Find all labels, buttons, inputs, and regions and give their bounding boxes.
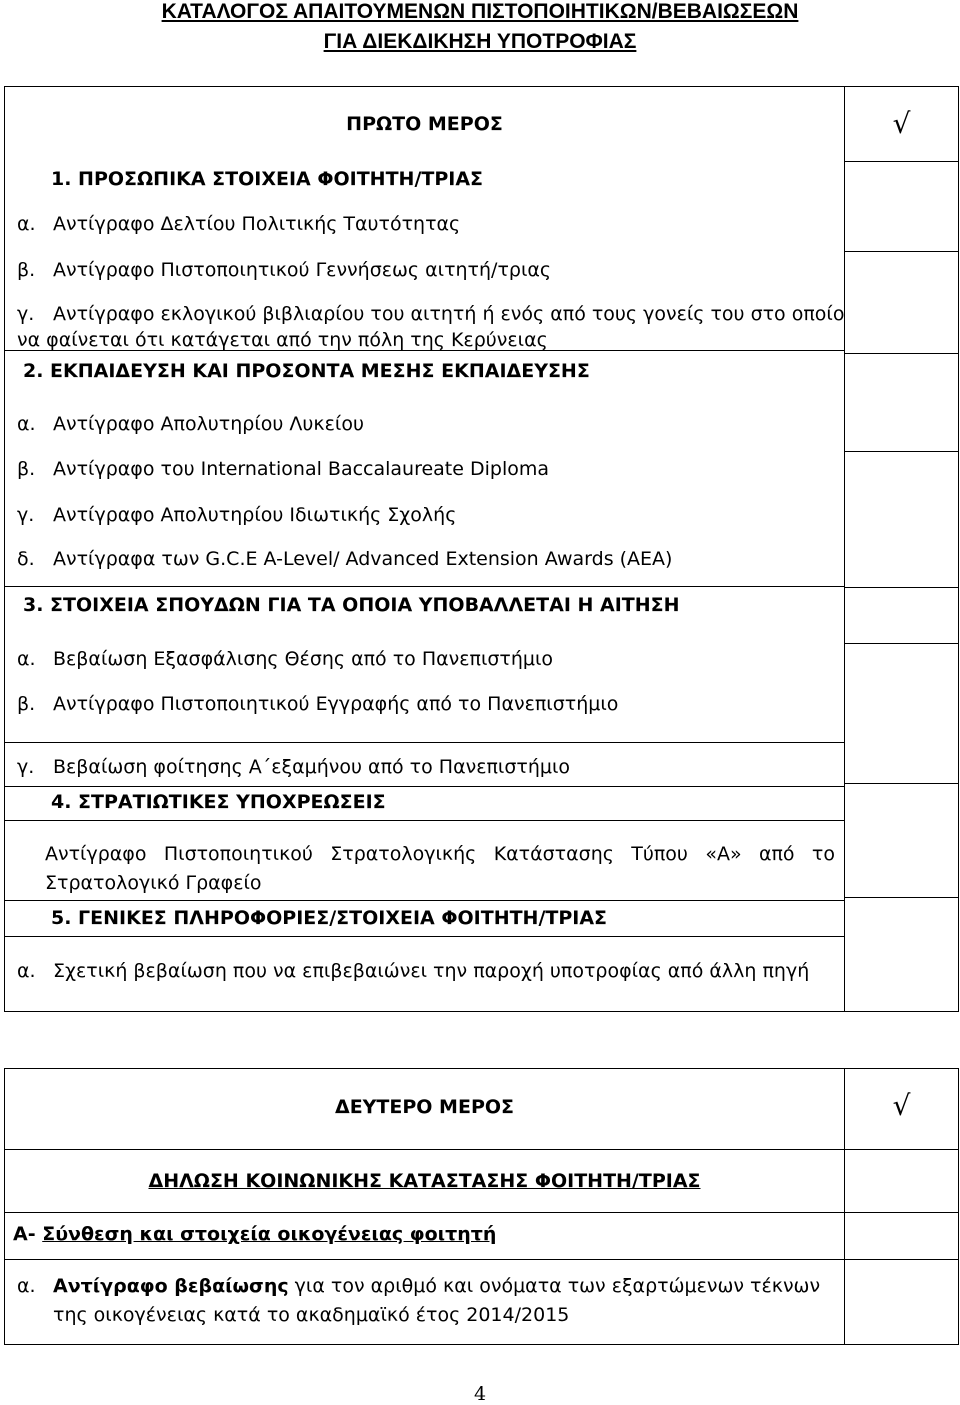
part2-empty-check-cell — [845, 1213, 959, 1260]
part2-subtitle: ΔΗΛΩΣΗ ΚΟΙΝΩΝΙΚΗΣ ΚΑΤΑΣΤΑΣΗΣ ΦΟΙΤΗΤΗ/ΤΡΙΑΣ — [148, 1170, 701, 1192]
section1-item-b: β. Αντίγραφο Πιστοποιητικού Γεννήσεως αιτητή/τριας — [17, 259, 552, 281]
section2-item-c: γ. Αντίγραφο Απολυτηρίου Ιδιωτικής Σχολής — [17, 504, 457, 526]
page-number: 4 — [473, 1383, 487, 1405]
section1-item-a: α. Αντίγραφο Δελτίου Πολιτικής Ταυτότητας — [17, 213, 461, 235]
document-title-line1: ΚΑΤΑΛΟΓΟΣ ΑΠΑΙΤΟΥΜΕΝΩΝ ΠΙΣΤΟΠΟΙΗΤΙΚΩΝ/ΒΕΒΑΙΩΣΕΩΝ — [161, 0, 799, 23]
part2-item-a-line1: α. Αντίγραφο βεβαίωσης για τον αριθμό και ονόματα των εξαρτώμενων τέκνων — [17, 1275, 821, 1297]
divider — [4, 742, 844, 743]
part2-section-a-cell — [5, 1213, 845, 1260]
divider — [4, 586, 844, 587]
section1-item-c-line2: να φαίνεται ότι κατάγεται από την πόλη της Κερύνειας — [17, 329, 548, 351]
section1-item-c-line1: γ. Αντίγραφο εκλογικού βιβλιαρίου του αιτητή ή ενός από τους γονείς του στο οποίο — [17, 303, 845, 325]
section5-item-a: α. Σχετική βεβαίωση που να επιβεβαιώνει την παροχή υποτροφίας από άλλη πηγή — [17, 960, 810, 982]
part2-check-mark: √ — [892, 1089, 911, 1122]
divider — [4, 936, 844, 937]
section1-heading: 1. ΠΡΟΣΩΠΙΚΑ ΣΤΟΙΧΕΙΑ ΦΟΙΤΗΤΗ/ΤΡΙΑΣ — [51, 168, 484, 190]
part2-empty-check-cell — [845, 1260, 959, 1345]
part1-check-column — [845, 87, 959, 1012]
divider — [4, 820, 844, 821]
section2-heading: 2. ΕΚΠΑΙΔΕΥΣΗ ΚΑΙ ΠΡΟΣΟΝΤΑ ΜΕΣΗΣ ΕΚΠΑΙΔΕΥΣΗΣ — [23, 360, 590, 382]
divider — [4, 786, 844, 787]
section3-item-a: α. Βεβαίωση Εξασφάλισης Θέσης από το Πανεπιστήμιο — [17, 648, 554, 670]
divider — [4, 350, 844, 351]
part1-title: ΠΡΩΤΟ ΜΕΡΟΣ — [346, 113, 503, 135]
section3-item-b: β. Αντίγραφο Πιστοποιητικού Εγγραφής από το Πανεπιστήμιο — [17, 693, 619, 715]
section2-item-b: β. Αντίγραφο του International Baccalaureate Diploma — [17, 458, 550, 480]
part2-title: ΔΕΥΤΕΡΟ ΜΕΡΟΣ — [334, 1096, 514, 1118]
section5-heading: 5. ΓΕΝΙΚΕΣ ΠΛΗΡΟΦΟΡΙΕΣ/ΣΤΟΙΧΕΙΑ ΦΟΙΤΗΤΗ/ΤΡΙΑΣ — [51, 907, 608, 929]
section3-heading: 3. ΣΤΟΙΧΕΙΑ ΣΠΟΥΔΩΝ ΓΙΑ ΤΑ ΟΠΟΙΑ ΥΠΟΒΑΛΛΕΤΑΙ Η ΑΙΤΗΣΗ — [23, 594, 680, 616]
divider — [4, 900, 844, 901]
part2-table — [4, 1068, 959, 1345]
section4-heading: 4. ΣΤΡΑΤΙΩΤΙΚΕΣ ΥΠΟΧΡΕΩΣΕΙΣ — [51, 791, 386, 813]
part2-check-cell — [845, 1069, 959, 1150]
part2-item-a-line2: της οικογένειας κατά το ακαδημαϊκό έτος 2014/2015 — [53, 1304, 570, 1326]
part2-section-a-heading: Α- Σύνθεση και στοιχεία οικογένειας φοιτητή — [13, 1223, 497, 1245]
section3-item-c: γ. Βεβαίωση φοίτησης Α΄εξαμήνου από το Πανεπιστήμιο — [17, 756, 571, 778]
document-title-line2: ΓΙΑ ΔΙΕΚΔΙΚΗΣΗ ΥΠΟΤΡΟΦΙΑΣ — [323, 30, 637, 53]
part2-subtitle-cell — [5, 1150, 845, 1213]
part2-item-a-cell — [5, 1260, 845, 1345]
part1-content-cell — [5, 87, 845, 1012]
part1-check-mark: √ — [892, 107, 911, 140]
part2-empty-check-cell — [845, 1150, 959, 1213]
part2-title-cell — [5, 1069, 845, 1150]
part1-table — [4, 86, 959, 1012]
section2-item-a: α. Αντίγραφο Απολυτηρίου Λυκείου — [17, 413, 364, 435]
section2-item-d: δ. Αντίγραφα των G.C.E A-Level/ Advanced Extension Awards (AEA) — [17, 548, 673, 570]
section4-text: Αντίγραφο Πιστοποιητικού Στρατολογικής Κατάστασης Τύπου «Α» από το Στρατολογικό Γραφείο — [45, 843, 835, 894]
